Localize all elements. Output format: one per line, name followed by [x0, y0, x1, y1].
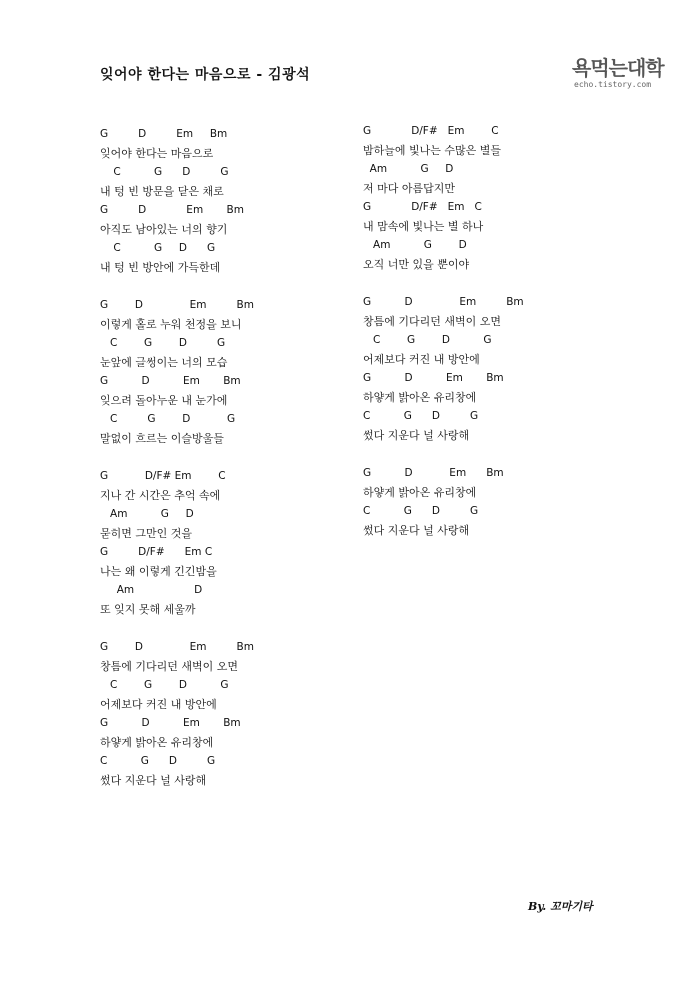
chord-line: G D Em Bm — [100, 375, 241, 387]
logo-text: 욕먹는대학 — [572, 56, 664, 80]
lyric-line: 내 텅 빈 방안에 가득한데 — [100, 261, 221, 274]
chord-line: G D/F# Em C — [100, 470, 226, 482]
lyric-line: 썼다 지운다 널 사랑해 — [363, 524, 470, 537]
lyric-line: 하얗게 밝아온 유리창에 — [363, 391, 477, 404]
lyric-line: 아직도 남아있는 너의 향기 — [100, 223, 228, 236]
chord-line: G D Em Bm — [363, 372, 504, 384]
lyric-line: 내 텅 빈 방문을 닫은 채로 — [100, 185, 224, 198]
chord-line: G D/F# Em C — [363, 125, 499, 137]
lyric-line: 밤하늘에 빛나는 수많은 별들 — [363, 144, 502, 157]
lyric-line: 오직 너만 있을 뿐이야 — [363, 258, 470, 271]
verse-stanza — [100, 125, 254, 277]
chord-line: G D Em Bm — [100, 299, 254, 311]
lyric-line: 내 맘속에 빛나는 별 하나 — [363, 220, 484, 233]
lyric-line: 또 잊지 못해 세울까 — [100, 603, 196, 616]
song-title: 잊어야 한다는 마음으로 - 김광석 — [100, 67, 311, 83]
verse-stanza — [100, 638, 254, 790]
arranger-credit: By. 꼬마기타 — [528, 900, 593, 913]
chord-line: C G D G — [100, 413, 236, 425]
lyric-line: 어제보다 커진 내 방안에 — [363, 353, 480, 366]
lyric-line: 잊어야 한다는 마음으로 — [100, 147, 214, 160]
chord-line: C G D G — [363, 334, 492, 346]
chord-line: G D Em Bm — [363, 467, 504, 479]
lyric-line: 나는 왜 이렇게 긴긴밤을 — [100, 565, 217, 578]
lyric-line: 창틈에 기다리던 새벽이 오면 — [363, 315, 502, 328]
chord-line: C G D G — [100, 242, 216, 254]
chord-line: Am G D — [363, 163, 454, 175]
lyric-line: 창틈에 기다리던 새벽이 오면 — [100, 660, 239, 673]
chord-line: C G D G — [363, 410, 479, 422]
site-logo — [560, 46, 664, 106]
lyric-line: 하얗게 밝아온 유리창에 — [100, 736, 214, 749]
lyric-line: 잊으려 돌아누운 내 눈가에 — [100, 394, 228, 407]
lyric-line: 저 마다 아름답지만 — [363, 182, 456, 195]
verse-stanza — [100, 467, 254, 619]
chord-line: C G D G — [100, 755, 216, 767]
chord-line: C G D G — [100, 337, 226, 349]
right-column — [363, 122, 524, 559]
verse-stanza — [100, 296, 254, 448]
verse-stanza — [363, 293, 524, 445]
lyric-line: 눈앞에 글썽이는 너의 모습 — [100, 356, 228, 369]
chord-line: C G D G — [363, 505, 479, 517]
chord-line: G D Em Bm — [363, 296, 524, 308]
verse-stanza — [363, 464, 524, 540]
lyric-line: 지나 간 시간은 추억 속에 — [100, 489, 221, 502]
lyric-line: 하얗게 밝아온 유리창에 — [363, 486, 477, 499]
logo-url: echo.tistory.com — [574, 80, 652, 89]
chord-line: Am G D — [100, 508, 194, 520]
lyric-line: 썼다 지운다 널 사랑해 — [363, 429, 470, 442]
lyric-line: 어제보다 커진 내 방안에 — [100, 698, 217, 711]
lyric-line: 묻히면 그만인 것을 — [100, 527, 193, 540]
chord-line: G D Em Bm — [100, 717, 241, 729]
chord-line: G D Em Bm — [100, 641, 254, 653]
lyric-line: 썼다 지운다 널 사랑해 — [100, 774, 207, 787]
chord-line: C G D G — [100, 166, 229, 178]
lyric-line: 이렇게 홀로 누워 천정을 보니 — [100, 318, 242, 331]
chord-line: Am D — [100, 584, 203, 596]
verse-stanza — [363, 122, 524, 274]
chord-line: C G D G — [100, 679, 229, 691]
chord-line: Am G D — [363, 239, 467, 251]
chord-line: G D Em Bm — [100, 128, 228, 140]
chord-line: G D/F# Em C — [363, 201, 482, 213]
chord-line: G D/F# Em C — [100, 546, 213, 558]
left-column — [100, 125, 254, 809]
lyric-line: 말없이 흐르는 이슬방울들 — [100, 432, 224, 445]
chord-line: G D Em Bm — [100, 204, 244, 216]
